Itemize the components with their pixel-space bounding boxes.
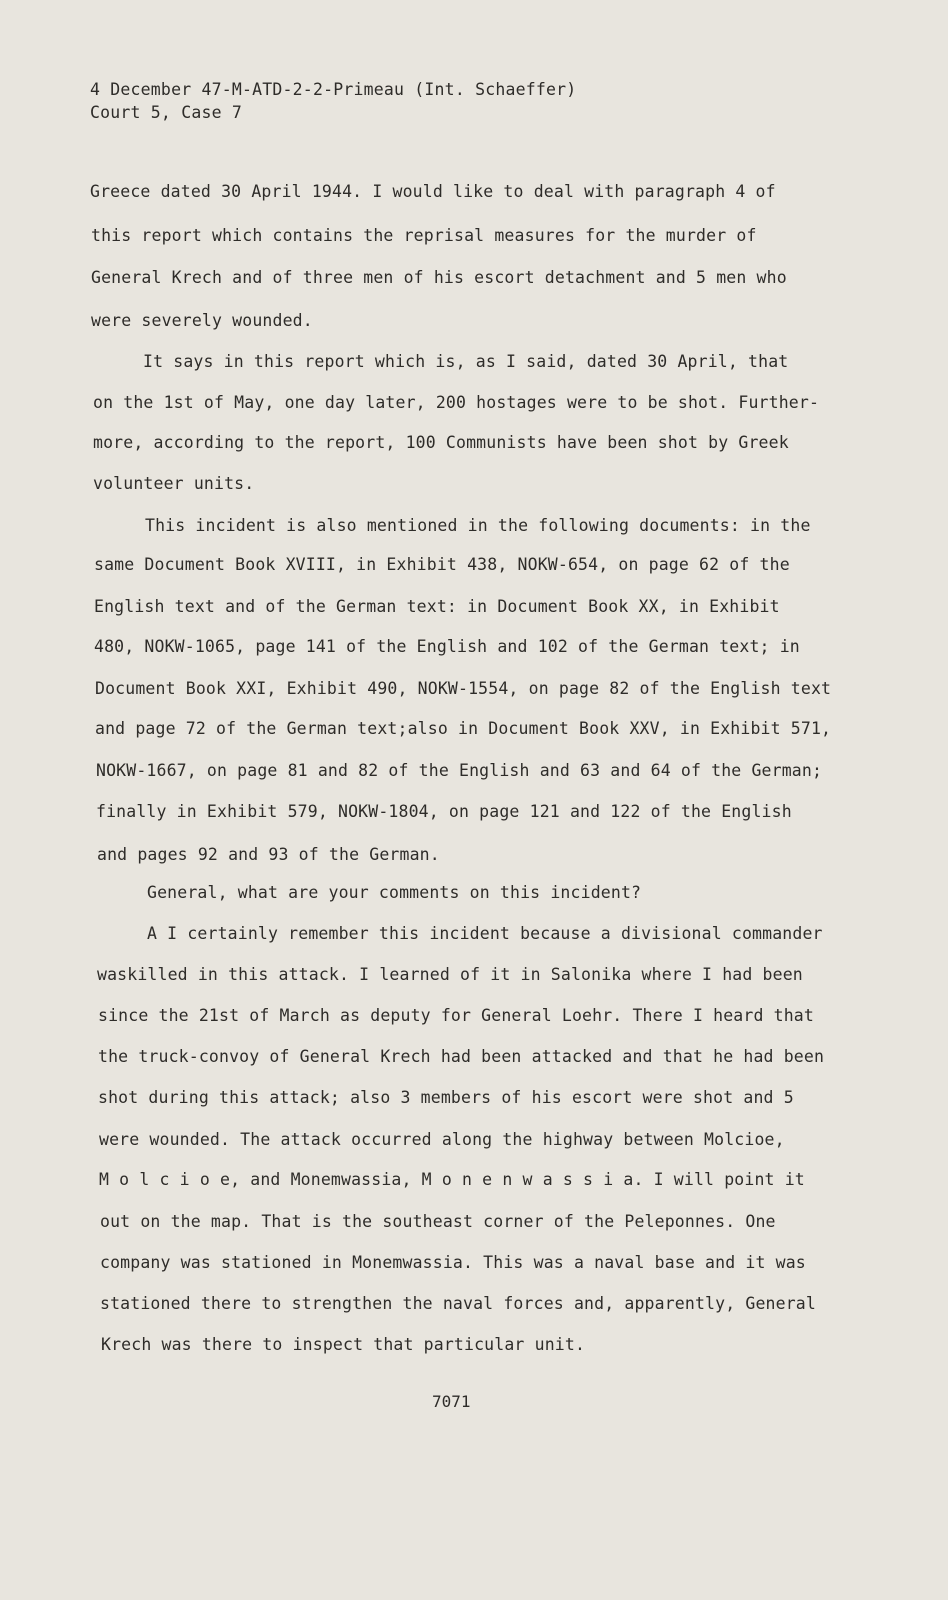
- text-line: General Krech and of three men of his escort detachment and 5 men who: [91, 268, 787, 287]
- text-line: company was stationed in Monemwassia. This was a naval base and it was: [100, 1253, 806, 1272]
- text-line: and page 72 of the German text;also in Document Book XXV, in Exhibit 571,: [95, 719, 832, 738]
- text-line: finally in Exhibit 579, NOKW-1804, on page 121 and 122 of the English: [96, 802, 792, 821]
- text-line: Krech was there to inspect that particular unit.: [101, 1335, 586, 1354]
- text-line: since the 21st of March as deputy for General Loehr. There I heard that: [98, 1006, 814, 1025]
- page-number: 7071: [432, 1392, 471, 1411]
- text-line: volunteer units.: [93, 474, 255, 493]
- text-line: shot during this attack; also 3 members of his escort were shot and 5: [98, 1088, 794, 1107]
- text-line: NOKW-1667, on page 81 and 82 of the English and 63 and 64 of the German;: [96, 761, 823, 780]
- text-line: Greece dated 30 April 1944. I would like to deal with paragraph 4 of: [90, 182, 776, 201]
- text-line: Document Book XXI, Exhibit 490, NOKW-1554, on page 82 of the English text: [95, 679, 832, 698]
- text-line: A I certainly remember this incident because a divisional commander: [147, 924, 823, 943]
- text-line: stationed there to strengthen the naval forces and, apparently, General: [100, 1294, 816, 1313]
- text-line: English text and of the German text: in Document Book XX, in Exhibit: [94, 597, 780, 616]
- header-court-case: Court 5, Case 7: [90, 103, 243, 122]
- text-line: and pages 92 and 93 of the German.: [97, 845, 440, 864]
- text-line: This incident is also mentioned in the following documents: in the: [145, 516, 811, 535]
- header-date-reference: 4 December 47-M-ATD-2-2-Primeau (Int. Schaeffer): [90, 80, 577, 99]
- text-line: the truck-convoy of General Krech had been attacked and that he had been: [98, 1047, 825, 1066]
- text-line: It says in this report which is, as I said, dated 30 April, that: [143, 352, 789, 371]
- text-line: M o l c i o e, and Monemwassia, M o n e n w a s s i a. I will point it: [99, 1170, 805, 1189]
- text-line: were severely wounded.: [91, 311, 313, 330]
- text-line: 480, NOKW-1065, page 141 of the English and 102 of the German text; in: [94, 637, 800, 656]
- text-line: on the 1st of May, one day later, 200 hostages were to be shot. Further-: [93, 393, 820, 412]
- text-line: this report which contains the reprisal measures for the murder of: [91, 226, 757, 245]
- text-line: same Document Book XVIII, in Exhibit 438, NOKW-654, on page 62 of the: [94, 555, 790, 574]
- text-line: more, according to the report, 100 Communists have been shot by Greek: [93, 433, 789, 452]
- text-line: waskilled in this attack. I learned of it in Salonika where I had been: [97, 965, 803, 984]
- text-line: General, what are your comments on this incident?: [147, 883, 642, 902]
- text-line: were wounded. The attack occurred along the highway between Molcioe,: [99, 1130, 785, 1149]
- text-line: out on the map. That is the southeast corner of the Peleponnes. One: [100, 1212, 776, 1231]
